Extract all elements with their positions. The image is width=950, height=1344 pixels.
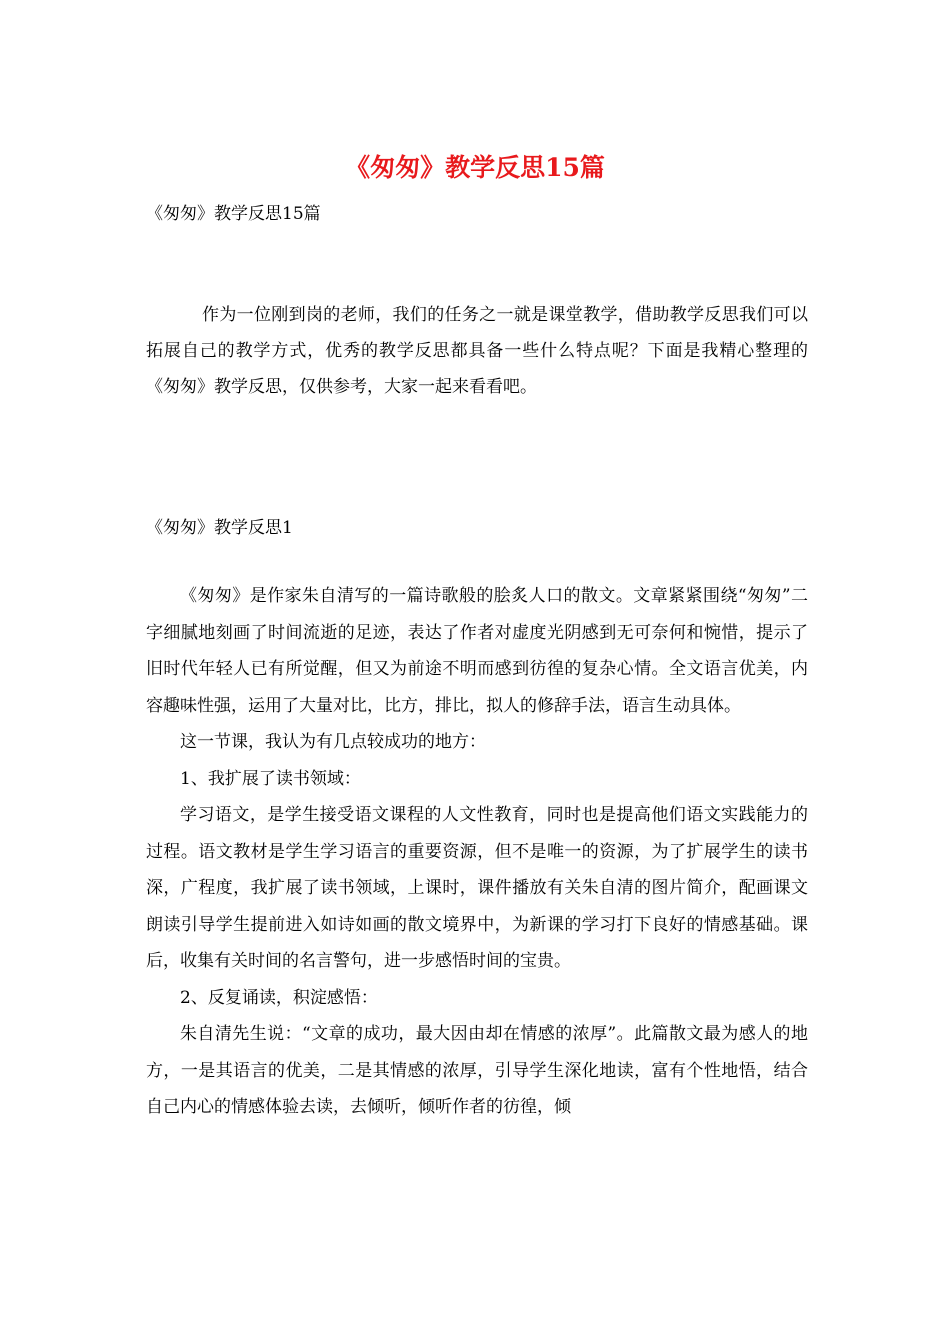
body-paragraph: 朱自清先生说：“文章的成功，最大因由却在情感的浓厚”。此篇散文最为感人的地方，一是其语言的优美，二是其情感的浓厚，引导学生深化地读，富有个性地悟，结合自己内心的情感体验去读，去倾听，倾听作者的彷徨，倾 [146,1024,808,1117]
list-item-heading: 1、我扩展了读书领域： [180,768,361,789]
body-paragraph: 这一节课，我认为有几点较成功的地方： [180,732,486,752]
body-paragraph: 学习语文，是学生接受语文课程的人文性教育，同时也是提高他们语文实践能力的过程。语文教材是学生学习语言的重要资源，但不是唯一的资源，为了扩展学生的读书深，广程度，我扩展了读书领域，上课时，课件播放有关朱自清的图片简介，配画课文朗读引导学生提前进入如诗如画的散文境界中，为新课的学习打下良好的情感基础。课后，收集有关时间的名言警句，进一步感悟时间的宝贵。 [146,805,808,971]
section-heading: 《匆匆》教学反思1 [146,518,293,538]
section-body [146,578,808,1126]
document-title: 《匆匆》教学反思15篇 [345,153,605,182]
list-item-heading: 2、反复诵读，积淀感悟： [180,987,378,1008]
document-subtitle: 《匆匆》教学反思15篇 [146,204,321,224]
body-paragraph: 《匆匆》是作家朱自清写的一篇诗歌般的脍炙人口的散文。文章紧紧围绕“匆匆”二字细腻地刻画了时间流逝的足迹，表达了作者对虚度光阴感到无可奈何和惋惜，提示了旧时代年轻人已有所觉醒，但又为前途不明而感到彷徨的复杂心情。全文语言优美，内容趣味性强，运用了大量对比，比方，排比，拟人的修辞手法，语言生动具体。 [146,586,808,716]
intro-paragraph: 作为一位刚到岗的老师，我们的任务之一就是课堂教学，借助教学反思我们可以拓展自己的教学方式，优秀的教学反思都具备一些什么特点呢？下面是我精心整理的《匆匆》教学反思，仅供参考，大家一起来看看吧。 [146,305,808,397]
